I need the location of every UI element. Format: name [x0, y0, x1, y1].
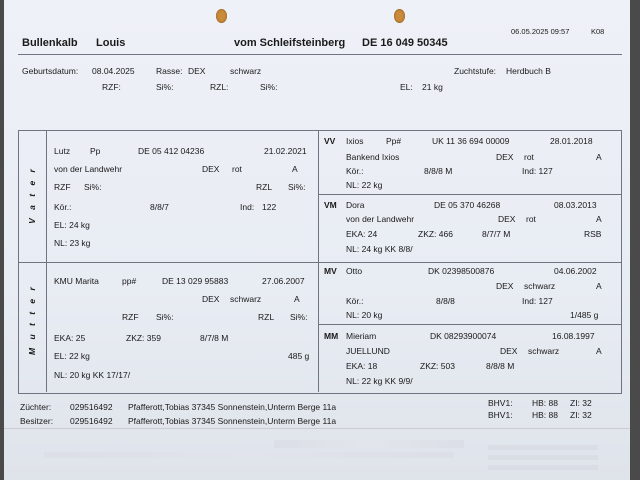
birth-date: 08.04.2025 — [92, 66, 135, 76]
mm-name: Mieriam — [346, 331, 377, 341]
hb-value: HB: 88 — [532, 398, 558, 408]
mm-breed: DEX — [500, 346, 518, 356]
father-rzl: RZL — [256, 182, 273, 192]
mother-eka: EKA: 25 — [54, 333, 86, 343]
vm-grade: A — [596, 214, 602, 224]
animal-type: Bullenkalb — [22, 37, 78, 49]
mm-tag: MM — [324, 331, 339, 341]
si-label-2: Si%: — [260, 82, 278, 92]
vv-tag: VV — [324, 136, 336, 146]
pedigree-sheet — [4, 0, 630, 480]
vv-grade: A — [596, 152, 602, 162]
rzl-label: RZL: — [210, 82, 229, 92]
side-divider — [46, 130, 47, 392]
mother-rzf: RZF — [122, 312, 139, 322]
breeder-label: Züchter: — [20, 402, 52, 412]
mother-si: Si%: — [156, 312, 174, 322]
vm-name: Dora — [346, 200, 365, 210]
mv-grade: A — [596, 281, 602, 291]
vv-color: rot — [524, 152, 534, 162]
mother-si-2: Si%: — [290, 312, 308, 322]
mother-kor: 8/7/8 M — [200, 333, 229, 343]
father-breed: DEX — [202, 164, 220, 174]
zi-value-2: ZI: 32 — [570, 410, 592, 420]
father-id: DE 05 412 04236 — [138, 146, 205, 156]
vv-date: 28.01.2018 — [550, 136, 593, 146]
stage: Herdbuch B — [506, 66, 551, 76]
mm-kor: 8/8/8 M — [486, 361, 515, 371]
mv-ratio: 1/485 g — [570, 310, 599, 320]
father-grade: A — [292, 164, 298, 174]
father-line2: von der Landwehr — [54, 164, 123, 174]
vv-name: Ixios — [346, 136, 364, 146]
bhv1-label-2: BHV1: — [488, 410, 513, 420]
vv-breed: DEX — [496, 152, 514, 162]
mv-nl: NL: 20 kg — [346, 310, 383, 320]
breed-label: Rasse: — [156, 66, 183, 76]
mv-name: Otto — [346, 266, 363, 276]
mother-weight: 485 g — [288, 351, 310, 361]
mm-date: 16.08.1997 — [552, 331, 595, 341]
si-label: Si%: — [156, 82, 174, 92]
mother-zkz: ZKZ: 359 — [126, 333, 161, 343]
vv-nl: NL: 22 kg — [346, 180, 383, 190]
mv-tag: MV — [324, 266, 337, 276]
father-date: 21.02.2021 — [264, 146, 307, 156]
owner-label: Besitzer: — [20, 416, 54, 426]
father-kor-label: Kör.: — [54, 202, 72, 212]
mm-id: DK 08293900074 — [430, 331, 497, 341]
vm-zkz: ZKZ: 466 — [418, 229, 453, 239]
vm-date: 08.03.2013 — [554, 200, 597, 210]
mother-el: EL: 22 kg — [54, 351, 90, 361]
mother-name: KMU Marita — [54, 276, 99, 286]
el-label: EL: — [400, 82, 413, 92]
father-el: EL: 24 kg — [54, 220, 90, 230]
mm-grade: A — [596, 346, 602, 356]
vv-vm-divider — [318, 194, 621, 195]
mv-kor-label: Kör.: — [346, 296, 364, 306]
father-side-label: V a t e r — [27, 166, 37, 224]
punch-hole-right — [394, 9, 405, 23]
vm-breed: DEX — [498, 214, 516, 224]
bhv1-label: BHV1: — [488, 398, 513, 408]
mv-color: schwarz — [524, 281, 556, 291]
hb-value-2: HB: 88 — [532, 410, 558, 420]
show-through-text — [274, 440, 464, 448]
header-divider — [18, 54, 622, 55]
mm-color: schwarz — [528, 346, 560, 356]
vv-line2: Bankend Ixios — [346, 152, 400, 162]
show-through-text-2 — [44, 452, 454, 458]
stage-label: Zuchtstufe: — [454, 66, 497, 76]
mother-breed: DEX — [202, 294, 220, 304]
father-si: Si%: — [84, 182, 102, 192]
breed: DEX — [188, 66, 206, 76]
vv-kor-label: Kör.: — [346, 166, 364, 176]
vm-id: DE 05 370 46268 — [434, 200, 501, 210]
father-kor: 8/8/7 — [150, 202, 169, 212]
father-mark: Pp — [90, 146, 101, 156]
mv-kor: 8/8/8 — [436, 296, 455, 306]
mother-date: 27.06.2007 — [262, 276, 305, 286]
el-value: 21 kg — [422, 82, 443, 92]
mv-mm-divider — [318, 324, 621, 325]
owner-address: Pfafferott,Tobias 37345 Sonnenstein,Unterm Berge 11a — [128, 416, 337, 426]
mv-date: 04.06.2002 — [554, 266, 597, 276]
vm-kor: 8/7/7 M — [482, 229, 511, 239]
vm-tag: VM — [324, 200, 337, 210]
show-through-text-3 — [488, 440, 598, 470]
vm-rsb: RSB — [584, 229, 602, 239]
mother-mark: pp# — [122, 276, 137, 286]
breeder-address: Pfafferott,Tobias 37345 Sonnenstein,Unterm Berge 11a — [128, 402, 337, 412]
registration-number: DE 16 049 50345 — [362, 37, 448, 49]
father-nl: NL: 23 kg — [54, 238, 91, 248]
mv-id: DK 02398500876 — [428, 266, 495, 276]
vv-mark: Pp# — [386, 136, 402, 146]
print-code: K08 — [591, 27, 605, 36]
father-color: rot — [232, 164, 242, 174]
print-datetime: 06.05.2025 09:57 — [511, 27, 570, 36]
mm-eka: EKA: 18 — [346, 361, 378, 371]
mm-zkz: ZKZ: 503 — [420, 361, 455, 371]
animal-name: Louis — [96, 37, 126, 49]
father-rzf: RZF — [54, 182, 71, 192]
vv-id: UK 11 36 694 00009 — [432, 136, 510, 146]
father-ind-label: Ind: — [240, 202, 255, 212]
breeder-phone: 029516492 — [70, 402, 113, 412]
center-divider — [318, 130, 319, 392]
vm-eka: EKA: 24 — [346, 229, 378, 239]
birth-label: Geburtsdatum: — [22, 66, 79, 76]
father-ind: 122 — [262, 202, 277, 212]
mother-color: schwarz — [230, 294, 262, 304]
vm-color: rot — [526, 214, 536, 224]
mother-grade: A — [294, 294, 300, 304]
zi-value: ZI: 32 — [570, 398, 592, 408]
owner-phone: 029516492 — [70, 416, 113, 426]
father-si-2: Si%: — [288, 182, 306, 192]
mother-side-label: M u t t e r — [27, 284, 37, 355]
vv-ind: Ind: 127 — [522, 166, 553, 176]
page-edge — [4, 428, 630, 429]
mother-rzl: RZL — [258, 312, 275, 322]
vm-line2: von der Landwehr — [346, 214, 415, 224]
farm-name: vom Schleifsteinberg — [234, 37, 346, 49]
mm-line2: JUELLUND — [346, 346, 390, 356]
color: schwarz — [230, 66, 262, 76]
rzf-label: RZF: — [102, 82, 121, 92]
vm-nl: NL: 24 kg KK 8/8/ — [346, 244, 413, 254]
vv-kor: 8/8/8 M — [424, 166, 453, 176]
mm-nl: NL: 22 kg KK 9/9/ — [346, 376, 413, 386]
mv-ind: Ind: 127 — [522, 296, 553, 306]
punch-hole-left — [216, 9, 227, 23]
mv-breed: DEX — [496, 281, 514, 291]
father-name: Lutz — [54, 146, 71, 156]
row-divider — [18, 262, 621, 263]
mother-id: DE 13 029 95883 — [162, 276, 229, 286]
mother-nl: NL: 20 kg KK 17/17/ — [54, 370, 131, 380]
